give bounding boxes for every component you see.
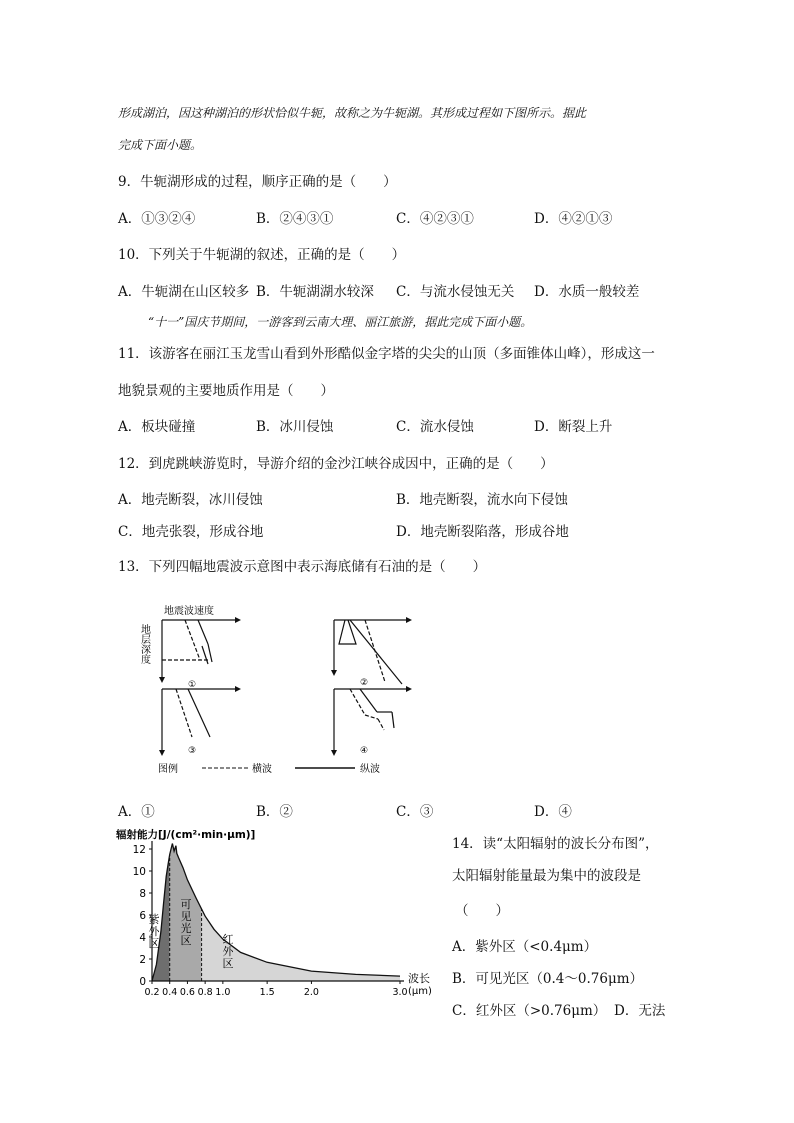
question-13-option-a[interactable]: A．① (118, 804, 155, 820)
chart-x-axis-unit: (μm) (408, 986, 432, 997)
figure-panel-1-label: ① (188, 680, 197, 690)
question-11-option-a[interactable]: A．板块碰撞 (118, 419, 196, 435)
question-11-option-b[interactable]: B．冰川侵蚀 (256, 419, 334, 435)
chart-region-label-visible: 区 (180, 934, 192, 947)
question-13-stem: 13．下列四幅地震波示意图中表示海底储有石油的是（ ） (118, 559, 487, 575)
question-14-option-c[interactable]: C．红外区（>0.76μm） (452, 1003, 607, 1019)
question-14-stem-line1: 14．读“太阳辐射的波长分布图”， (452, 836, 659, 852)
question-11-option-d[interactable]: D．断裂上升 (534, 419, 613, 435)
question-14-stem-line3: （ ） (455, 903, 509, 919)
question-11-option-c[interactable]: C．流水侵蚀 (396, 419, 474, 435)
figure-panel-4-label: ④ (360, 746, 369, 756)
chart-region-label-visible: 可 (180, 898, 192, 911)
chart-y-tick-label: 2 (139, 954, 146, 966)
seismic-wave-figure (140, 602, 440, 782)
chart-y-tick-label: 12 (132, 844, 146, 856)
chart-region-label-uv: 区 (148, 937, 160, 950)
question-12-option-d[interactable]: D．地壳断裂陷落，形成谷地 (396, 524, 569, 540)
question-11-stem-line1: 11．该游客在丽江玉龙雪山看到外形酷似金字塔的尖尖的山顶（多面锥体山峰），形成这一 (118, 346, 655, 362)
question-12-option-c[interactable]: C．地壳张裂，形成谷地 (118, 524, 264, 540)
question-14-option-b[interactable]: B．可见光区（0.4～0.76μm） (452, 971, 644, 987)
chart-y-tick-label: 4 (139, 932, 146, 944)
question-13-option-d[interactable]: D．④ (534, 804, 572, 820)
chart-region-label-visible: 光 (180, 922, 192, 935)
figure-panel-3-label: ③ (188, 746, 197, 756)
question-13-option-b[interactable]: B．② (256, 804, 293, 820)
chart-y-tick-label: 0 (139, 976, 146, 988)
question-14-option-a[interactable]: A．紫外区（<0.4μm） (452, 939, 598, 955)
solar-radiation-chart (112, 826, 448, 1026)
question-9-option-b[interactable]: B．②④③① (256, 211, 334, 227)
figure-y-axis-label: 地层深度 (138, 624, 150, 664)
chart-region-label-ir: 区 (222, 957, 234, 970)
intro-text-line1: 形成湖泊，因这种湖泊的形状恰似牛轭，故称之为牛轭湖。其形成过程如下图所示。据此 (118, 106, 587, 120)
question-9-stem: 9．牛轭湖形成的过程，顺序正确的是（ ） (118, 174, 397, 190)
question-9-option-d[interactable]: D．④②①③ (534, 211, 613, 227)
question-10-option-a[interactable]: A．牛轭湖在山区较多 (118, 284, 250, 300)
chart-y-tick-label: 6 (139, 910, 146, 922)
chart-region-label-uv: 外 (148, 925, 160, 938)
question-9-option-a[interactable]: A．①③②④ (118, 211, 196, 227)
question-13-option-c[interactable]: C．③ (396, 804, 434, 820)
chart-region-label-ir: 外 (222, 945, 234, 958)
question-14-stem-line2: 太阳辐射能量最为集中的波段是 (452, 868, 641, 884)
chart-region-label-uv: 紫 (148, 913, 160, 926)
question-10-option-d[interactable]: D．水质一般较差 (534, 284, 640, 300)
chart-y-tick-label: 8 (139, 888, 146, 900)
chart-x-tick-label: 0.6 (179, 987, 195, 998)
chart-x-tick-label: 0.4 (162, 987, 178, 998)
chart-area-group (149, 844, 401, 982)
figure-legend-dashed: 横波 (252, 764, 272, 775)
figure-panel-2-label: ② (360, 678, 369, 688)
figure-x-axis-label: 地震波速度 (164, 606, 214, 617)
chart-x-axis-label: 波长 (408, 972, 430, 985)
question-14-option-d[interactable]: D．无法 (614, 1003, 666, 1019)
intro-travel-text: “十一”国庆节期间，一游客到云南大理、丽江旅游，据此完成下面小题。 (148, 315, 533, 329)
chart-region-label-visible: 见 (180, 910, 192, 923)
chart-x-tick-label: 0.2 (144, 987, 160, 998)
figure-legend-title: 图例 (158, 764, 178, 775)
question-12-stem: 12．到虎跳峡游览时，导游介绍的金沙江峡谷成因中，正确的是（ ） (118, 456, 554, 472)
chart-x-tick-label: 2.0 (303, 987, 319, 998)
chart-x-tick-label: 0.8 (197, 987, 213, 998)
question-10-option-c[interactable]: C．与流水侵蚀无关 (396, 284, 515, 300)
question-9-option-c[interactable]: C．④②③① (396, 211, 474, 227)
question-10-option-b[interactable]: B．牛轭湖湖水较深 (256, 284, 374, 300)
chart-x-tick-label: 1.5 (259, 987, 275, 998)
chart-region-label-ir: 红 (222, 933, 234, 946)
question-12-option-b[interactable]: B．地壳断裂，流水向下侵蚀 (396, 492, 568, 508)
question-12-option-a[interactable]: A．地壳断裂，冰川侵蚀 (118, 492, 263, 508)
question-11-stem-line2: 地貌景观的主要地质作用是（ ） (118, 383, 334, 399)
question-10-stem: 10．下列关于牛轭湖的叙述，正确的是（ ） (118, 247, 406, 263)
chart-y-axis-label: 辐射能力[J/(cm²·min·μm)] (116, 829, 256, 841)
chart-x-tick-label: 1.0 (215, 987, 231, 998)
chart-y-tick-label: 10 (132, 866, 146, 878)
chart-x-tick-label: 3.0 (392, 987, 408, 998)
intro-text-line2: 完成下面小题。 (118, 138, 203, 152)
figure-legend-solid: 纵波 (360, 764, 380, 775)
